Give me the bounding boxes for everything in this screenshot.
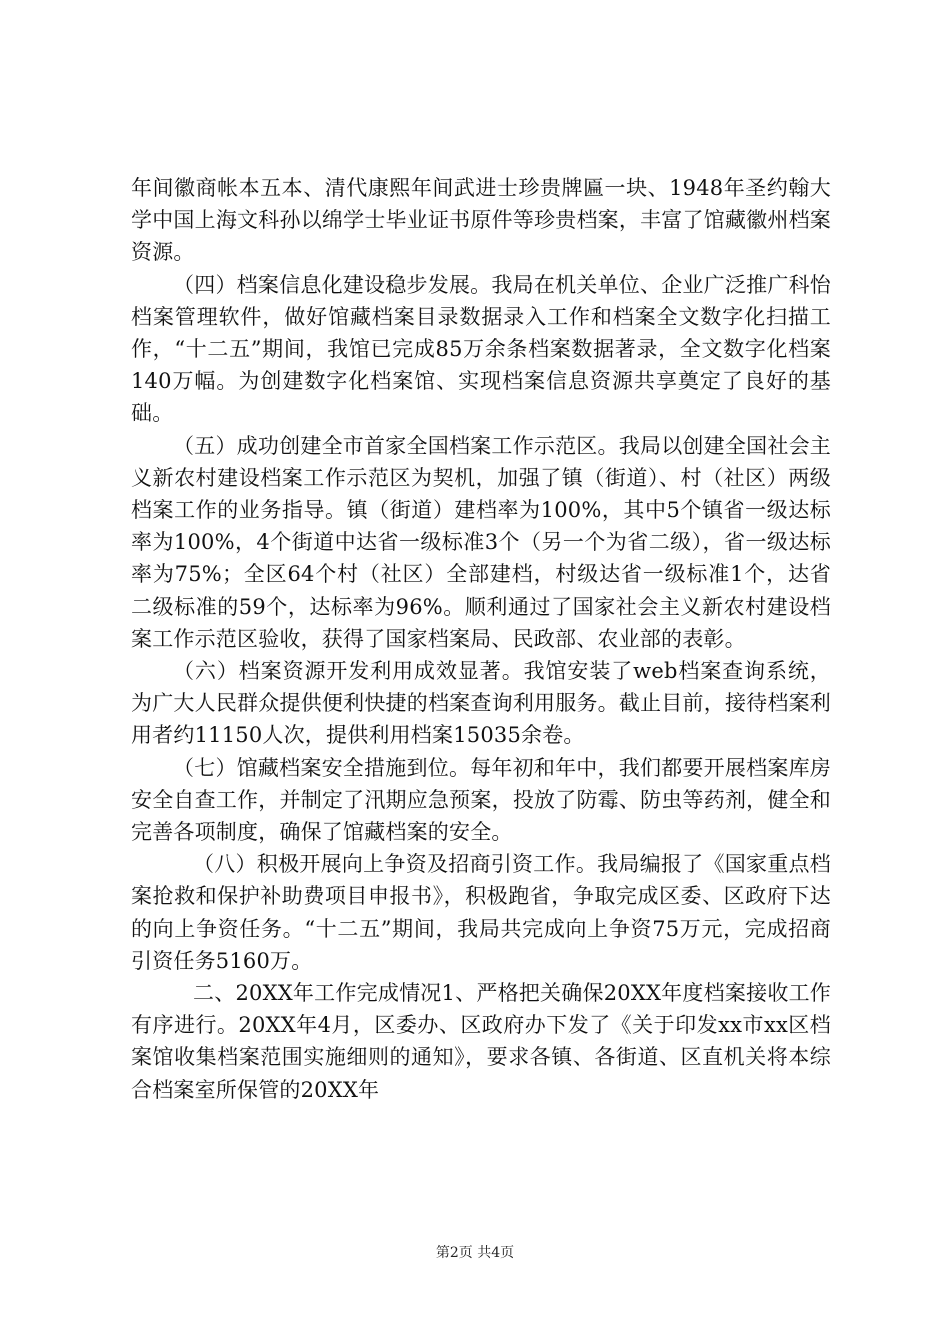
paragraph-section-8: （八）积极开展向上争资及招商引资工作。我局编报了《国家重点档案抢救和保护补助费项目申报书》，积极跑省，争取完成区委、区政府下达的向上争资任务。“十二五”期间，我局共完成向上争资75万元，完成招商引资任务5160万。 bbox=[131, 852, 831, 973]
paragraph-continuation: 年间徽商帐本五本、清代康熙年间武进士珍贵牌匾一块、1948年圣约翰大学中国上海文科孙以绵学士毕业证书原件等珍贵档案，丰富了馆藏徽州档案资源。 bbox=[131, 176, 831, 265]
paragraph-section-7: （七）馆藏档案安全措施到位。每年初和年中，我们都要开展档案库房安全自查工作，并制定了汛期应急预案，投放了防霉、防虫等药剂，健全和完善各项制度，确保了馆藏档案的安全。 bbox=[131, 755, 831, 845]
page-number-footer: 第2页 共4页 bbox=[435, 1245, 515, 1261]
paragraph-section-6: （六）档案资源开发利用成效显著。我馆安装了web档案查询系统，为广大人民群众提供便利快捷的档案查询利用服务。截止目前，接待档案利用者约11150人次，提供利用档案15035余卷。 bbox=[131, 659, 831, 748]
paragraph-section-5: （五）成功创建全市首家全国档案工作示范区。我局以创建全国社会主义新农村建设档案工作示范区为契机，加强了镇（街道）、村（社区）两级档案工作的业务指导。镇（街道）建档率为100%，其中5个镇省一级达标率为100%，4个街道中达省一级标准3个（另一个为省二级），省一级达标率为75%；全区64个村（社区）全部建档，村级达省一级标准1个，达省二级标准的59个，达标率为96%。顺利通过了国家社会主义新农村建设档案工作示范区验收，获得了国家档案局、民政部、农业部的表彰。 bbox=[131, 433, 831, 651]
document-body bbox=[131, 172, 831, 1106]
paragraph-section-2-summary: 二、20XX年工作完成情况1、严格把关确保20XX年度档案接收工作有序进行。20XX年4月，区委办、区政府办下发了《关于印发xx市xx区档案馆收集档案范围实施细则的通知》，要求各镇、各街道、区直机关将本综合档案室所保管的20XX年 bbox=[131, 981, 831, 1102]
paragraph-section-4: （四）档案信息化建设稳步发展。我局在机关单位、企业广泛推广科怡档案管理软件，做好馆藏档案目录数据录入工作和档案全文数字化扫描工作，“十二五”期间，我馆已完成85万余条档案数据著录，全文数字化档案140万幅。为创建数字化档案馆、实现档案信息资源共享奠定了良好的基础。 bbox=[131, 272, 831, 426]
